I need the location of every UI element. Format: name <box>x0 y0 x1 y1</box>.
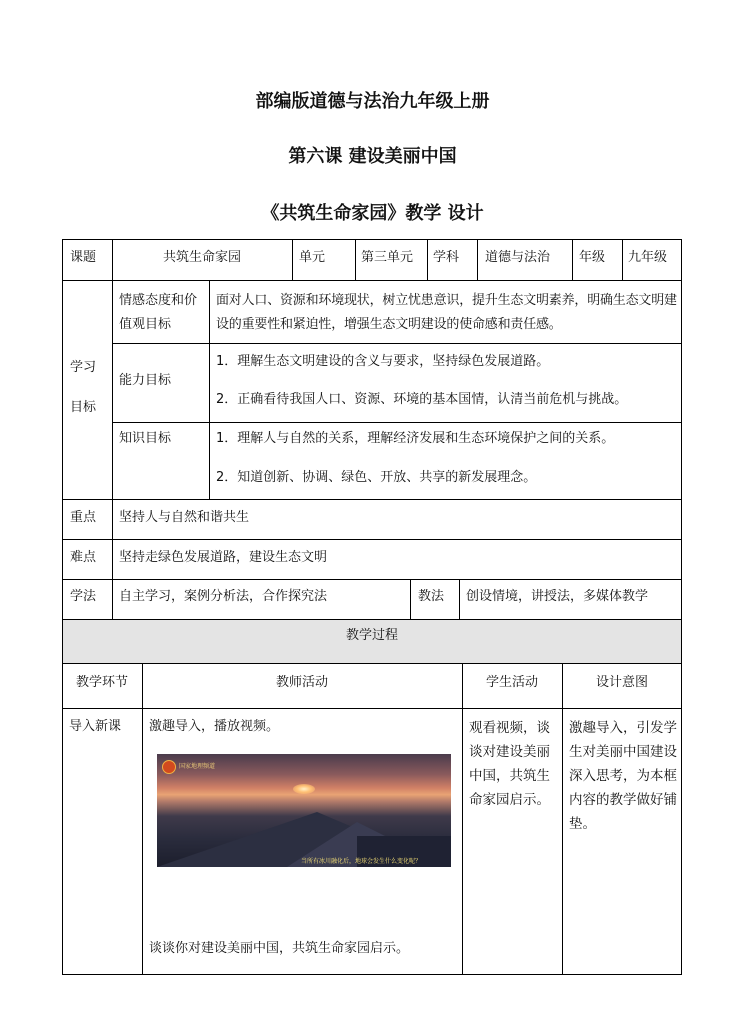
knowledge-goal-2: 2．知道创新、协调、绿色、开放、共享的新发展理念。 <box>216 470 537 485</box>
difficulty-label: 难点 <box>70 550 97 565</box>
document-title: 部编版道德与法治九年级上册 <box>255 91 490 112</box>
col-divider <box>572 239 573 280</box>
row-divider <box>112 422 682 423</box>
ability-goal-label: 能力目标 <box>119 373 172 388</box>
row-divider <box>62 579 682 580</box>
attitude-goal-label: 情感态度和价值观目标 <box>119 293 198 332</box>
teach-method-label: 教法 <box>418 589 445 604</box>
key-point-label: 重点 <box>70 510 97 525</box>
channel-logo-text: 国家地理频道 <box>179 763 216 770</box>
goals-label: 目标 <box>70 400 97 415</box>
row-divider <box>62 708 682 709</box>
col-divider <box>622 239 623 280</box>
topic-label: 课题 <box>70 250 97 265</box>
col-divider <box>410 579 411 619</box>
teach-method-text: 创设情境，讲授法，多媒体教学 <box>466 589 649 604</box>
unit-value: 第三单元 <box>361 250 414 265</box>
knowledge-goal-label: 知识目标 <box>119 431 172 446</box>
goals-label: 学习 <box>70 360 97 375</box>
header-design-intent: 设计意图 <box>595 675 648 690</box>
col-divider <box>112 239 113 619</box>
design-title: 《共筑生命家园》教学 设计 <box>261 203 484 224</box>
student-activity-cell: 观看视频，谈谈对建设美丽中国，共筑生命家园启示。 <box>469 720 550 808</box>
study-method-text: 自主学习，案例分析法，合作探究法 <box>119 589 328 604</box>
subject-label: 学科 <box>433 250 460 265</box>
design-intent-cell: 激趣导入，引发学生对美丽中国建设深入思考，为本框内容的教学做好铺垫。 <box>569 720 677 832</box>
header-phase: 教学环节 <box>75 675 128 690</box>
topic-value: 共筑生命家园 <box>162 250 241 265</box>
process-title: 教学过程 <box>345 628 398 643</box>
col-divider <box>209 280 210 499</box>
study-method-label: 学法 <box>70 589 97 604</box>
col-divider <box>459 579 460 619</box>
ability-goal-1: 1．理解生态文明建设的含义与要求，坚持绿色发展道路。 <box>216 354 550 369</box>
col-divider <box>427 239 428 280</box>
knowledge-goal-1: 1．理解人与自然的关系，理解经济发展和生态环境保护之间的关系。 <box>216 431 615 446</box>
col-divider <box>462 663 463 975</box>
col-divider <box>355 239 356 280</box>
difficulty-text: 坚持走绿色发展道路，建设生态文明 <box>119 550 328 565</box>
row-divider <box>62 499 682 500</box>
grade-label: 年级 <box>579 250 606 265</box>
unit-label: 单元 <box>299 250 326 265</box>
col-divider <box>292 239 293 280</box>
ability-goal-2: 2．正确看待我国人口、资源、环境的基本国情，认清当前危机与挑战。 <box>216 392 628 407</box>
header-student-activity: 学生活动 <box>485 675 538 690</box>
video-frame[interactable] <box>157 754 451 867</box>
channel-logo-icon <box>162 760 176 774</box>
key-point-text: 坚持人与自然和谐共生 <box>119 510 250 525</box>
col-divider <box>562 663 563 975</box>
col-divider <box>477 239 478 280</box>
row-divider <box>62 539 682 540</box>
lesson-title: 第六课 建设美丽中国 <box>288 146 457 167</box>
subject-value: 道德与法治 <box>485 250 551 265</box>
row-divider <box>112 343 682 344</box>
video-caption: 当所有冰川融化后，地球会发生什么变化呢？ <box>300 858 421 865</box>
col-divider <box>142 663 143 975</box>
header-teacher-activity: 教师活动 <box>275 675 328 690</box>
grade-value: 九年级 <box>628 250 668 265</box>
teacher-intro: 激趣导入，播放视频。 <box>149 719 280 734</box>
teacher-prompt: 谈谈你对建设美丽中国，共筑生命家园启示。 <box>149 941 410 956</box>
attitude-goal-text: 面对人口、资源和环境现状，树立忧患意识，提升生态文明素养，明确生态文明建设的重要性和紧迫性，增强生态文明建设的使命感和责任感。 <box>216 293 677 332</box>
sun-glow <box>293 784 315 794</box>
row-divider <box>62 663 682 664</box>
phase-cell: 导入新课 <box>69 719 122 734</box>
row-divider <box>62 280 682 281</box>
